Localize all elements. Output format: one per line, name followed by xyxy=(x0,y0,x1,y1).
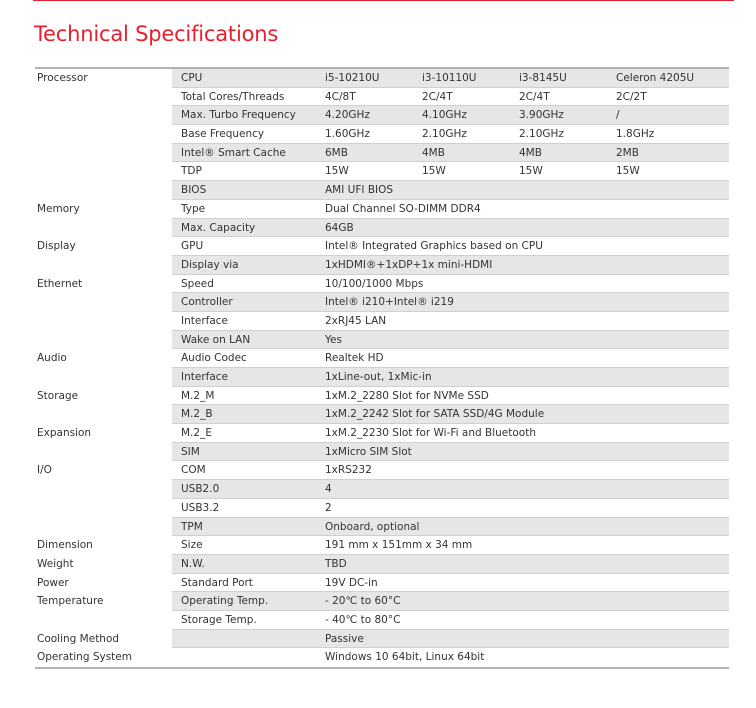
spec-detail xyxy=(172,536,729,555)
table-row xyxy=(35,331,729,350)
spec-detail xyxy=(172,499,729,518)
spec-value: 15W xyxy=(325,165,349,178)
spec-category xyxy=(35,499,172,518)
spec-value: i5-10210U xyxy=(325,72,380,84)
spec-item xyxy=(172,648,325,667)
spec-value: 3.90GHz xyxy=(519,109,564,122)
spec-detail xyxy=(172,162,729,181)
table-row xyxy=(35,518,729,537)
spec-detail xyxy=(172,592,729,611)
spec-value: - 40℃ to 80°C xyxy=(325,613,401,626)
spec-item: Type xyxy=(181,202,206,215)
spec-value: 2.10GHz xyxy=(519,128,564,141)
spec-item xyxy=(172,630,325,648)
spec-item: TDP xyxy=(181,165,202,178)
table-row xyxy=(35,461,729,480)
spec-value: 15W xyxy=(519,165,543,178)
spec-item: Max. Capacity xyxy=(181,221,256,234)
spec-value: 2 xyxy=(325,501,332,514)
spec-detail xyxy=(172,630,729,649)
spec-item: Display via xyxy=(181,258,239,271)
table-row xyxy=(35,237,729,256)
spec-category xyxy=(35,125,172,144)
spec-detail xyxy=(172,69,729,88)
table-row xyxy=(35,88,729,107)
table-row xyxy=(35,219,729,238)
spec-value: 4C/8T xyxy=(325,90,356,103)
table-row xyxy=(35,312,729,331)
spec-value: 2MB xyxy=(616,146,639,159)
table-row xyxy=(35,162,729,181)
table-row xyxy=(35,349,729,368)
table-row xyxy=(35,368,729,387)
spec-detail xyxy=(172,648,729,667)
spec-category: Processor xyxy=(37,72,88,84)
table-row xyxy=(35,181,729,200)
spec-detail xyxy=(172,368,729,387)
spec-category: Temperature xyxy=(37,595,104,608)
spec-category xyxy=(35,480,172,499)
spec-value: Intel® Integrated Graphics based on CPU xyxy=(325,240,543,253)
spec-detail xyxy=(172,144,729,163)
table-row xyxy=(35,555,729,574)
spec-value: 19V DC-in xyxy=(325,576,378,589)
spec-item: M.2_B xyxy=(181,408,213,421)
spec-detail xyxy=(172,181,729,200)
spec-category xyxy=(35,405,172,424)
spec-detail xyxy=(172,387,729,406)
spec-value: 4 xyxy=(325,483,332,496)
spec-detail xyxy=(172,275,729,294)
spec-item: USB2.0 xyxy=(181,483,220,496)
spec-item: BIOS xyxy=(181,184,207,197)
spec-category: Display xyxy=(37,240,76,253)
table-row xyxy=(35,256,729,275)
spec-value: Passive xyxy=(325,632,364,645)
table-row xyxy=(35,69,729,88)
spec-category: Dimension xyxy=(37,539,93,552)
spec-category xyxy=(35,181,172,200)
spec-value: 2.10GHz xyxy=(422,128,467,141)
spec-value: 1.60GHz xyxy=(325,128,370,141)
spec-item: N.W. xyxy=(181,557,205,570)
spec-value: 15W xyxy=(616,165,640,178)
spec-category xyxy=(35,293,172,312)
spec-value: 1xHDMI®+1xDP+1x mini-HDMI xyxy=(325,258,493,271)
spec-item: USB3.2 xyxy=(181,501,220,514)
spec-value: - 20℃ to 60°C xyxy=(325,595,401,608)
spec-value: 1xM.2_2230 Slot for Wi-Fi and Bluetooth xyxy=(325,427,536,440)
spec-category xyxy=(35,219,172,238)
spec-item: Controller xyxy=(181,296,233,309)
spec-category: I/O xyxy=(37,464,52,477)
spec-value: Celeron 4205U xyxy=(616,72,695,84)
spec-item: Intel® Smart Cache xyxy=(181,146,286,159)
spec-item: Wake on LAN xyxy=(181,333,251,346)
spec-table xyxy=(35,67,729,669)
spec-detail xyxy=(172,574,729,593)
spec-category: Audio xyxy=(37,352,67,365)
spec-detail xyxy=(172,256,729,275)
spec-category xyxy=(35,518,172,537)
spec-item: Standard Port xyxy=(181,576,253,589)
table-row xyxy=(35,480,729,499)
spec-value: TBD xyxy=(325,557,347,570)
spec-item: GPU xyxy=(181,240,204,253)
table-row xyxy=(35,592,729,611)
top-rule xyxy=(33,0,734,1)
table-row xyxy=(35,499,729,518)
spec-value: 2C/2T xyxy=(616,90,647,103)
spec-category xyxy=(35,162,172,181)
spec-detail xyxy=(172,349,729,368)
spec-category xyxy=(35,331,172,350)
spec-category xyxy=(35,88,172,107)
spec-value: 1.8GHz xyxy=(616,128,655,141)
spec-value: 6MB xyxy=(325,146,348,159)
spec-category: Ethernet xyxy=(37,277,83,290)
spec-detail xyxy=(172,331,729,350)
spec-value: 1xM.2_2242 Slot for SATA SSD/4G Module xyxy=(325,408,545,421)
spec-category xyxy=(35,256,172,275)
spec-item: Total Cores/Threads xyxy=(181,90,285,103)
spec-category: Power xyxy=(37,576,69,589)
spec-detail xyxy=(172,312,729,331)
table-row xyxy=(35,293,729,312)
spec-detail xyxy=(172,555,729,574)
spec-detail xyxy=(172,219,729,238)
spec-detail xyxy=(172,237,729,256)
spec-item: M.2_M xyxy=(181,389,215,402)
spec-value: 2xRJ45 LAN xyxy=(325,314,387,327)
spec-category xyxy=(35,443,172,462)
spec-category: Weight xyxy=(37,557,74,570)
spec-item: CPU xyxy=(181,72,203,84)
table-row xyxy=(35,611,729,630)
spec-value: 2C/4T xyxy=(519,90,550,103)
spec-item: Speed xyxy=(181,277,214,290)
spec-value: 4.10GHz xyxy=(422,109,467,122)
table-row xyxy=(35,630,729,649)
spec-item: Size xyxy=(181,539,203,552)
spec-value: 1xMicro SIM Slot xyxy=(325,445,412,458)
table-row xyxy=(35,125,729,144)
table-row xyxy=(35,536,729,555)
spec-value: 1xRS232 xyxy=(325,464,372,477)
spec-item: Audio Codec xyxy=(181,352,247,365)
spec-detail xyxy=(172,611,729,630)
spec-item: Interface xyxy=(181,314,229,327)
table-row xyxy=(35,275,729,294)
spec-detail xyxy=(172,200,729,219)
spec-item: COM xyxy=(181,464,206,477)
spec-value: 191 mm x 151mm x 34 mm xyxy=(325,539,473,552)
spec-value: Realtek HD xyxy=(325,352,384,365)
spec-value: Windows 10 64bit, Linux 64bit xyxy=(325,651,485,664)
spec-value: / xyxy=(616,109,620,122)
table-row xyxy=(35,405,729,424)
spec-item: Max. Turbo Frequency xyxy=(181,109,296,122)
table-row xyxy=(35,443,729,462)
spec-detail xyxy=(172,293,729,312)
spec-detail xyxy=(172,88,729,107)
spec-category xyxy=(35,106,172,125)
spec-value: Onboard, optional xyxy=(325,520,420,533)
spec-item: Operating Temp. xyxy=(181,595,269,608)
table-row xyxy=(35,200,729,219)
spec-detail xyxy=(172,405,729,424)
spec-detail xyxy=(172,480,729,499)
table-row xyxy=(35,106,729,125)
spec-item: Storage Temp. xyxy=(181,613,257,626)
spec-value: i3-8145U xyxy=(519,72,567,84)
spec-detail xyxy=(172,461,729,480)
spec-category: Operating System xyxy=(37,651,132,664)
spec-category: Memory xyxy=(37,202,80,215)
spec-value: 4MB xyxy=(422,146,445,159)
spec-value: Intel® i210+Intel® i219 xyxy=(325,296,454,309)
spec-value: AMI UFI BIOS xyxy=(325,184,394,197)
spec-item: TPM xyxy=(181,520,203,533)
spec-value: 64GB xyxy=(325,221,354,234)
spec-category: Storage xyxy=(37,389,79,402)
spec-category: Cooling Method xyxy=(37,632,120,645)
spec-value: 4.20GHz xyxy=(325,109,370,122)
table-row xyxy=(35,387,729,406)
spec-item: Interface xyxy=(181,371,229,383)
spec-detail xyxy=(172,443,729,462)
spec-detail xyxy=(172,125,729,144)
spec-item: M.2_E xyxy=(181,427,212,440)
spec-item: SIM xyxy=(181,445,200,458)
spec-value: 2C/4T xyxy=(422,90,453,103)
spec-detail xyxy=(172,518,729,537)
table-row xyxy=(35,144,729,163)
table-row xyxy=(35,648,729,667)
spec-value: 1xLine-out, 1xMic-in xyxy=(325,371,432,383)
spec-value: 1xM.2_2280 Slot for NVMe SSD xyxy=(325,389,489,402)
spec-category xyxy=(35,144,172,163)
page-title: Technical Specifications xyxy=(34,22,279,46)
table-row xyxy=(35,574,729,593)
table-row xyxy=(35,424,729,443)
spec-value: 10/100/1000 Mbps xyxy=(325,277,424,290)
spec-category xyxy=(35,368,172,387)
spec-value: Dual Channel SO-DIMM DDR4 xyxy=(325,202,481,215)
spec-value: Yes xyxy=(325,333,342,346)
spec-value: i3-10110U xyxy=(422,72,477,84)
spec-category xyxy=(35,312,172,331)
spec-category xyxy=(35,611,172,630)
spec-item: Base Frequency xyxy=(181,128,265,141)
spec-value: 4MB xyxy=(519,146,542,159)
spec-value: 15W xyxy=(422,165,446,178)
spec-detail xyxy=(172,424,729,443)
spec-detail xyxy=(172,106,729,125)
spec-category: Expansion xyxy=(37,427,92,440)
